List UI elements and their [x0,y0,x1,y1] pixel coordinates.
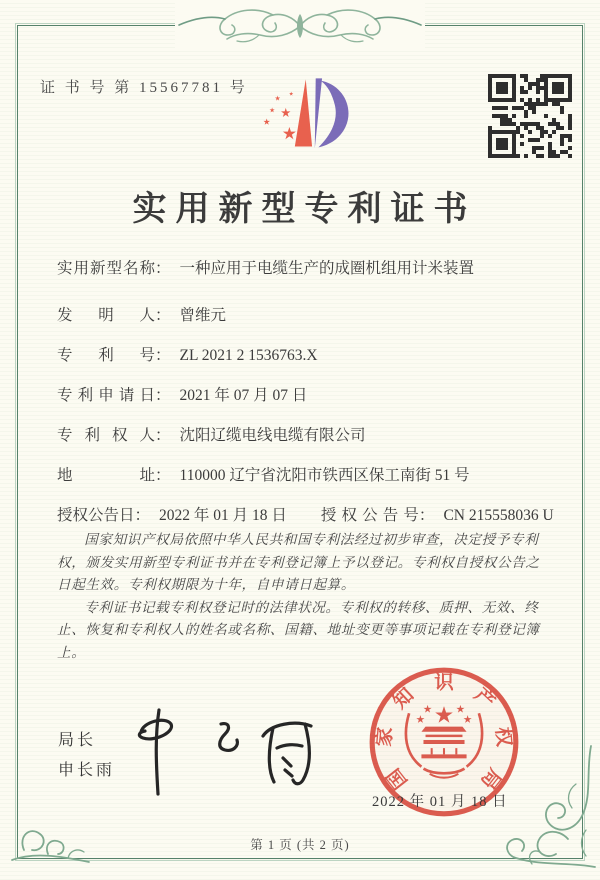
certificate-title: 实用新型专利证书 [132,191,477,228]
logo-p-bowl [318,81,348,147]
field-label: 授权公告号 [320,507,419,524]
field-value: 2022 年 01 月 18 日 [159,507,287,524]
field-label: 授权公告日 [57,507,135,524]
field-colon: ： [155,307,171,324]
bottom-left-ornament [8,792,93,870]
logo-red-wedge [295,79,312,146]
field-colon: ： [155,347,171,364]
certificate-number: 证 书 号 第 15567781 号 [40,80,248,96]
svg-text:知: 知 [389,684,419,714]
field-row-inventor [57,305,550,326]
legal-paragraph-2: 专利证书记载专利权登记时的法律状况。专利权的转移、质押、无效、终止、恢复和专利权人的姓名或名称、国籍、地址变更等事项记载在专利登记簿上。 [57,599,540,660]
field-colon: ： [155,260,171,277]
svg-text:国: 国 [383,764,412,793]
svg-text:家: 家 [374,726,397,748]
top-flourish-ornament [175,3,425,49]
director-name: 申长雨 [58,762,116,779]
field-row-grant [57,505,554,526]
field-value: CN 215558036 U [443,507,554,524]
field-value: 曾维元 [179,307,227,324]
field-row-patentee [57,425,550,446]
field-row-name [57,258,550,279]
field-label: 发明人 [57,307,155,324]
director-block [58,726,115,786]
field-value: 2021 年 07 月 07 日 [179,387,308,404]
field-colon: ： [155,387,171,404]
legal-text [57,529,547,664]
svg-text:产: 产 [469,684,499,714]
field-label: 专利权人 [57,427,155,444]
field-label: 专利申请日 [57,387,155,404]
logo-stars [263,92,295,140]
field-value: 沈阳辽缆电线电缆有限公司 [179,427,366,444]
director-title: 局长 [58,732,97,749]
field-row-filing-date [57,385,550,406]
field-colon: ： [155,467,171,484]
director-signature [125,696,325,801]
svg-text:局: 局 [476,764,505,793]
field-group-grant-number [321,505,554,526]
field-colon: ： [418,507,435,524]
flourish-center-leaf [297,14,303,38]
field-value: 110000 辽宁省沈阳市铁西区保工南街 51 号 [179,467,470,484]
field-label: 实用新型名称 [57,260,155,277]
qr-code [488,74,572,158]
cnipa-logo-icon [244,66,362,168]
seal-date: 2022 年 01 月 18 日 [372,794,508,810]
field-label: 专利号 [57,347,155,364]
svg-text:权: 权 [491,726,514,748]
svg-text:识: 识 [434,672,454,694]
legal-paragraph-1: 国家知识产权局依照中华人民共和国专利法经过初步审查，决定授予专利权，颁发实用新型专利证书并在专利登记簿上予以登记。专利权自授权公告之日起生效。专利权期限为十年，自申请日起算。 [57,532,540,592]
field-colon: ： [155,427,171,444]
logo-purple-bar [315,78,322,148]
page-number: 第 1 页 (共 2 页) [250,838,350,852]
field-value: 一种应用于电缆生产的成圈机组用计米装置 [179,260,475,277]
field-value: ZL 2021 2 1536763.X [179,347,318,364]
field-label: 地址 [57,467,155,484]
field-colon: ： [134,507,151,524]
field-row-address [57,465,550,486]
field-row-patent-number [57,345,550,366]
field-list [57,258,554,545]
